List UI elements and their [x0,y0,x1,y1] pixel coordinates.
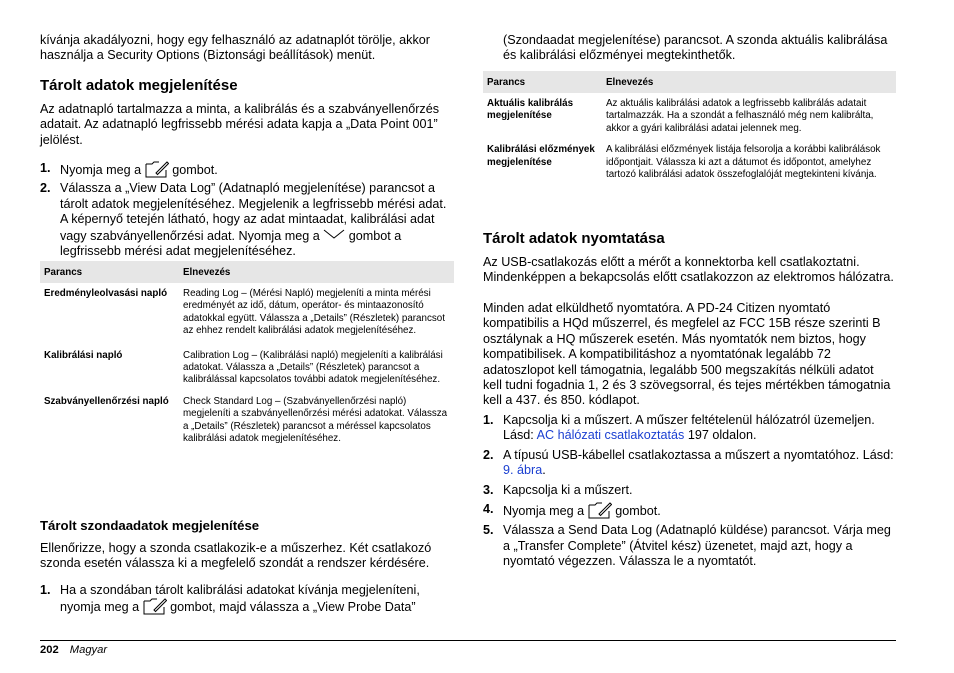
table-row: Kalibrálási előzmények megjelenítése A kalibrálási előzmények listája felsorolja a korábbi kalibrálások időpontjait. Válassza ki azt a dátumot és időpontot, amelyhez tartozó kalibrálási adatok összefoglalóját megtekinteni kívánja. [487,144,881,181]
stored-data-steps [40,161,454,259]
pencil-folder-icon [588,502,612,519]
down-arrow-icon [323,228,345,240]
table-row: Szabványellenőrzési napló Check Standard Log – (Szabványellenőrzési napló) megjeleníti a szabványellenőrzési mérési adatokat. Válassza a „Details” (Részletek) parancsot a méréssel kapcsolatos kalibrálási adatok megjelenítéséhez. [44,395,448,445]
page-number: 202 [40,644,59,656]
step-1: 1. Nyomja meg a gombot. [40,161,218,177]
heading-print-data: Tárolt adatok nyomtatása [483,230,665,247]
print-compat-text: Minden adat elküldhető nyomtatóra. A PD-24 Citizen nyomtató kompatibilis a HQd műszerrel, és megfelel az FCC 15B része szerinti B osztálynak a HQ műszerek esetén. Más nyomtatók nem biztos, hogy kompatibilisek. A kompatibilitáshoz a nyomtatónak legalább 72 adatoszlopot kell támogatnia, legalább 500 megszakítás nélküli adatot kell tudni fogadnia 1, 2 és 3 szövegsorral, és tejes mértékben támogatnia kell a 437. és 850. kódlapot. [483,301,891,408]
pencil-folder-icon [143,598,167,615]
link-figure-9[interactable]: 9. ábra [503,463,543,478]
table-row: Kalibrálási napló Calibration Log – (Kalibrálási napló) megjeleníti a kalibrálási adatokat. Válassza a „Details” (Részletek) parancsot a kalibrálással kapcsolatos további adatok megjelenítéséhez. [44,349,443,386]
print-step-5: 5. Válassza a Send Data Log (Adatnapló küldése) parancsot. Várja meg a „Transfer Complete” (Átvitel kész) üzenetet, majd azt, hogy a nyomtató végezzen. Válassza le a nyomtatót. [483,523,891,569]
table-header: Parancs Elnevezés [40,261,454,283]
stored-data-text: Az adatnapló tartalmazza a minta, a kalibrálás és a szabványellenőrzés adatait. Az adatnapló legfrissebb mérési adata kapja a „Data Point 001” jelölést. [40,102,440,147]
intro-text: kívánja akadályozni, hogy egy felhasználó az adatnaplót törölje, akkor használja a Security Options (Biztonsági beállítások) menüt. [40,33,430,63]
probe-steps [40,583,454,616]
print-step-2: 2. A típusú USB-kábellel csatlakoztassa a műszert a nyomtatóhoz. Lásd: 9. ábra. [483,447,894,478]
print-step-3: 3. Kapcsolja ki a műszert. [483,482,633,497]
heading-stored-data: Tárolt adatok megjelenítése [40,77,238,94]
data-log-table [40,261,454,445]
probe-table [483,71,896,181]
page-footer [40,644,107,656]
probe-data-text: Ellenőrizze, hogy a szonda csatlakozik-e a műszerhez. Két csatlakozó szonda esetén válassza ki a megfelelő szondát a rendszer kérdésére. [40,541,432,571]
table-header: Parancs Elnevezés [483,71,896,93]
print-steps [483,413,896,570]
footer-language: Magyar [69,644,108,656]
heading-probe-data: Tárolt szondaadatok megjelenítése [40,518,260,533]
link-ac-power[interactable]: AC hálózati csatlakoztatás [536,428,685,443]
print-step-4: 4. Nyomja meg a gombot. [483,502,661,519]
print-intro-text: Az USB-csatlakozás előtt a mérőt a konnektorba kell csatlakoztatni. Mindenképpen a bekapcsolás előtt csatlakozzon az elektromos hálózatra. [483,255,894,285]
table-row: Eredményleolvasási napló Reading Log – (Mérési Napló) megjeleníti a minta mérési eredményét az idő, dátum, operátor- és mintaazonosító adatokkal együtt. Válassza a „Details” (Részletek) parancsot az ehhez rendelt kalibrálási adatok megjelenítéséhez. [44,288,445,337]
print-step-1: 1. Kapcsolja ki a műszert. A műszer feltételenül hálózatról üzemeljen. Lásd: AC hálózati csatlakoztatás 197 oldalon. [483,413,875,443]
table-row: Aktuális kalibrálás megjelenítése Az aktuális kalibrálási adatok a legfrissebb kalibrálás adatait tartalmazzák. Ha a szondát a felhasználó még nem kalibrálta, akkor a gyári kalibrálási adatai jelennek meg. [487,98,874,134]
probe-step-1: 1. Ha a szondában tárolt kalibrálási adatokat kívánja megjeleníteni, nyomja meg a gombot, majd válassza a „View Probe Data” [40,583,420,615]
probe-continuation-text: (Szondaadat megjelenítése) parancsot. A szonda aktuális kalibrálása és kalibrálási előzményei megtekinthetők. [503,33,888,63]
step-2: 2. Válassza a „View Data Log” (Adatnapló megjelenítése) parancsot a tárolt adatok megjelenítéséhez. Megjelenik a legfrissebb mérési adat. A képernyő tetején látható, hogy az adat mintaadat, kalibrálási adat vagy szabványellenőrzési adat. Nyomja meg a gombot a legfrissebb mérési adat megjelenítéséhez. [40,181,447,259]
pencil-folder-icon [145,161,169,178]
footer-divider [40,640,896,641]
